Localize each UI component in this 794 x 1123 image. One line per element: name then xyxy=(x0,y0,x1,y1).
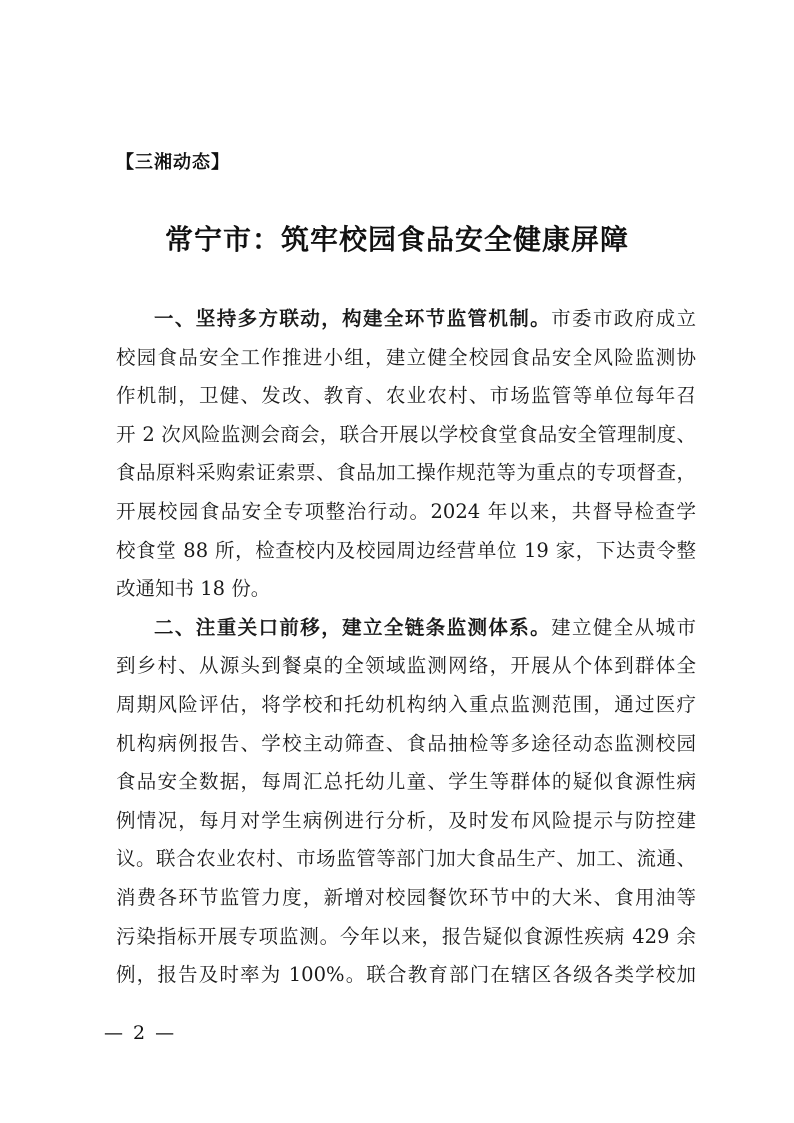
paragraph-1-line-7: 校食堂 88 所，检查校内及校园周边经营单位 19 家，下达责令整 xyxy=(116,538,696,562)
article-body xyxy=(116,300,696,995)
paragraph-1-line-6: 开展校园食品安全专项整治行动。2024 年以来，共督导检查学 xyxy=(116,499,696,523)
paragraph-2-line-8: 消费各环节监管力度，新增对校园餐饮环节中的大米、食用油等 xyxy=(116,885,696,909)
paragraph-2-line-6: 例情况，每月对学生病例进行分析，及时发布风险提示与防控建 xyxy=(116,808,696,832)
paragraph-1-line-5: 食品原料采购索证索票、食品加工操作规范等为重点的专项督查， xyxy=(116,461,696,485)
paragraph-2-line-7: 议。联合农业农村、市场监管等部门加大食品生产、加工、流通、 xyxy=(116,847,696,871)
article-title: 常宁市：筑牢校园食品安全健康屏障 xyxy=(164,223,629,256)
section-tag: 【三湘动态】 xyxy=(116,152,230,173)
paragraph-1-line-3: 作机制，卫健、发改、教育、农业农村、市场监管等单位每年召 xyxy=(116,384,696,408)
paragraph-1-lead: 一、坚持多方联动，构建全环节监管机制。 xyxy=(154,307,552,330)
paragraph-1-line-1 xyxy=(116,300,696,339)
paragraph-2-line-4: 机构病例报告、学校主动筛查、食品抽检等多途径动态监测校园 xyxy=(116,731,696,755)
paragraph-2-line-5: 食品安全数据，每周汇总托幼儿童、学生等群体的疑似食源性病 xyxy=(116,770,696,794)
paragraph-2-lead: 二、注重关口前移，建立全链条监测体系。 xyxy=(154,615,552,639)
paragraph-2-line-2: 到乡村、从源头到餐桌的全领域监测网络，开展从个体到群体全 xyxy=(116,654,696,678)
paragraph-1-line-4: 开 2 次风险监测会商会，联合开展以学校食堂食品安全管理制度、 xyxy=(116,422,696,446)
paragraph-2-line-1 xyxy=(116,609,696,648)
paragraph-2-text: 建立健全从城市 xyxy=(551,615,696,639)
paragraph-2-line-9: 污染指标开展专项监测。今年以来，报告疑似食源性疾病 429 余 xyxy=(116,924,696,948)
paragraph-2-line-10: 例，报告及时率为 100%。联合教育部门在辖区各级各类学校加 xyxy=(116,963,696,987)
paragraph-1-line-8: 改通知书 18 份。 xyxy=(116,577,271,601)
paragraph-1-line-2: 校园食品安全工作推进小组，建立健全校园食品安全风险监测协 xyxy=(116,345,696,369)
paragraph-1-text: 市委市政府成立 xyxy=(551,307,696,330)
page-number: — 2 — xyxy=(104,1022,177,1044)
paragraph-2-line-3: 周期风险评估，将学校和托幼机构纳入重点监测范围，通过医疗 xyxy=(116,692,696,716)
